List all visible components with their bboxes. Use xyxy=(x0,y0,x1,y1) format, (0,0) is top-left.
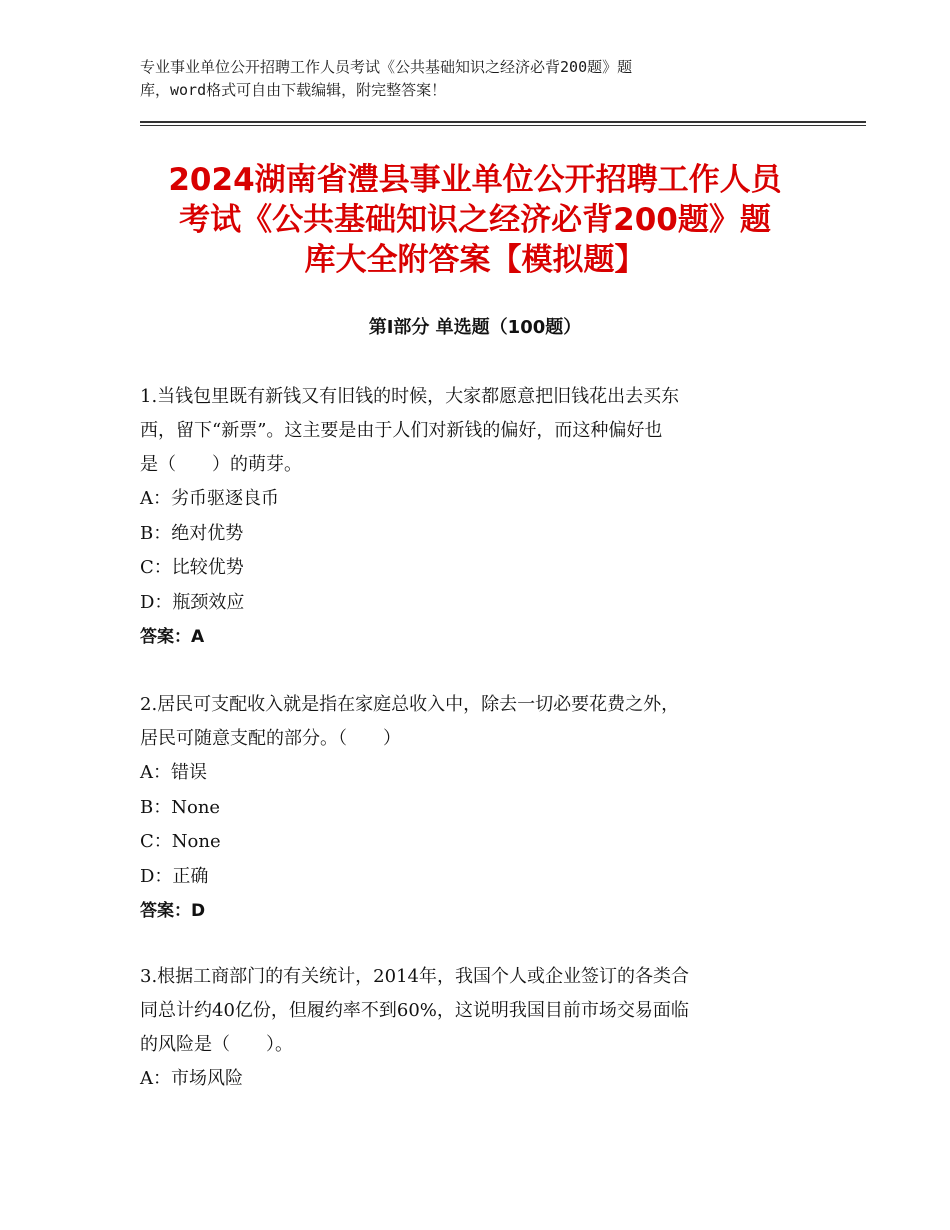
part-title: 第Ⅰ部分 单选题（100题） xyxy=(368,317,582,338)
option-c: C：None xyxy=(140,831,221,852)
title-line-1: 2024湖南省澧县事业单位公开招聘工作人员 xyxy=(168,162,782,198)
document-title xyxy=(120,160,830,280)
header-line-2: 库，word格式可自由下载编辑，附完整答案！ xyxy=(140,81,447,99)
question-text-line: 居民可随意支配的部分。（ ） xyxy=(140,728,401,749)
title-line-3: 库大全附答案【模拟题】 xyxy=(304,242,646,278)
document-header xyxy=(140,56,780,102)
option-a: A：市场风险 xyxy=(140,1068,243,1089)
question-text-line: 同总计约40亿份，但履约率不到60%，这说明我国目前市场交易面临 xyxy=(140,1000,689,1021)
option-c: C：比较优势 xyxy=(140,557,244,578)
question-3 xyxy=(140,960,810,1097)
question-text-line: 1.当钱包里既有新钱又有旧钱的时候，大家都愿意把旧钱花出去买东 xyxy=(140,386,680,407)
question-text-line: 是（ ）的萌芽。 xyxy=(140,454,302,475)
question-1 xyxy=(140,380,810,654)
question-2 xyxy=(140,688,810,928)
option-b: B：None xyxy=(140,796,221,818)
header-rule-thick xyxy=(140,121,866,123)
answer: 答案：A xyxy=(140,627,205,647)
question-text-line: 西，留下“新票”。这主要是由于人们对新钱的偏好，而这种偏好也 xyxy=(140,420,663,441)
header-line-1: 专业事业单位公开招聘工作人员考试《公共基础知识之经济必背200题》题 xyxy=(140,58,633,76)
header-rule-thin xyxy=(140,125,866,126)
option-a: A：劣币驱逐良币 xyxy=(140,488,279,509)
option-d: D：瓶颈效应 xyxy=(140,591,245,613)
option-a: A：错误 xyxy=(140,762,207,783)
question-text-line: 的风险是（ ）。 xyxy=(140,1034,293,1055)
title-line-2: 考试《公共基础知识之经济必背200题》题 xyxy=(179,202,771,238)
question-text-line: 3.根据工商部门的有关统计，2014年，我国个人或企业签订的各类合 xyxy=(140,966,689,987)
question-text-line: 2.居民可支配收入就是指在家庭总收入中，除去一切必要花费之外， xyxy=(140,694,680,715)
option-d: D：正确 xyxy=(140,865,209,887)
answer: 答案：D xyxy=(140,901,206,921)
option-b: B：绝对优势 xyxy=(140,522,244,544)
